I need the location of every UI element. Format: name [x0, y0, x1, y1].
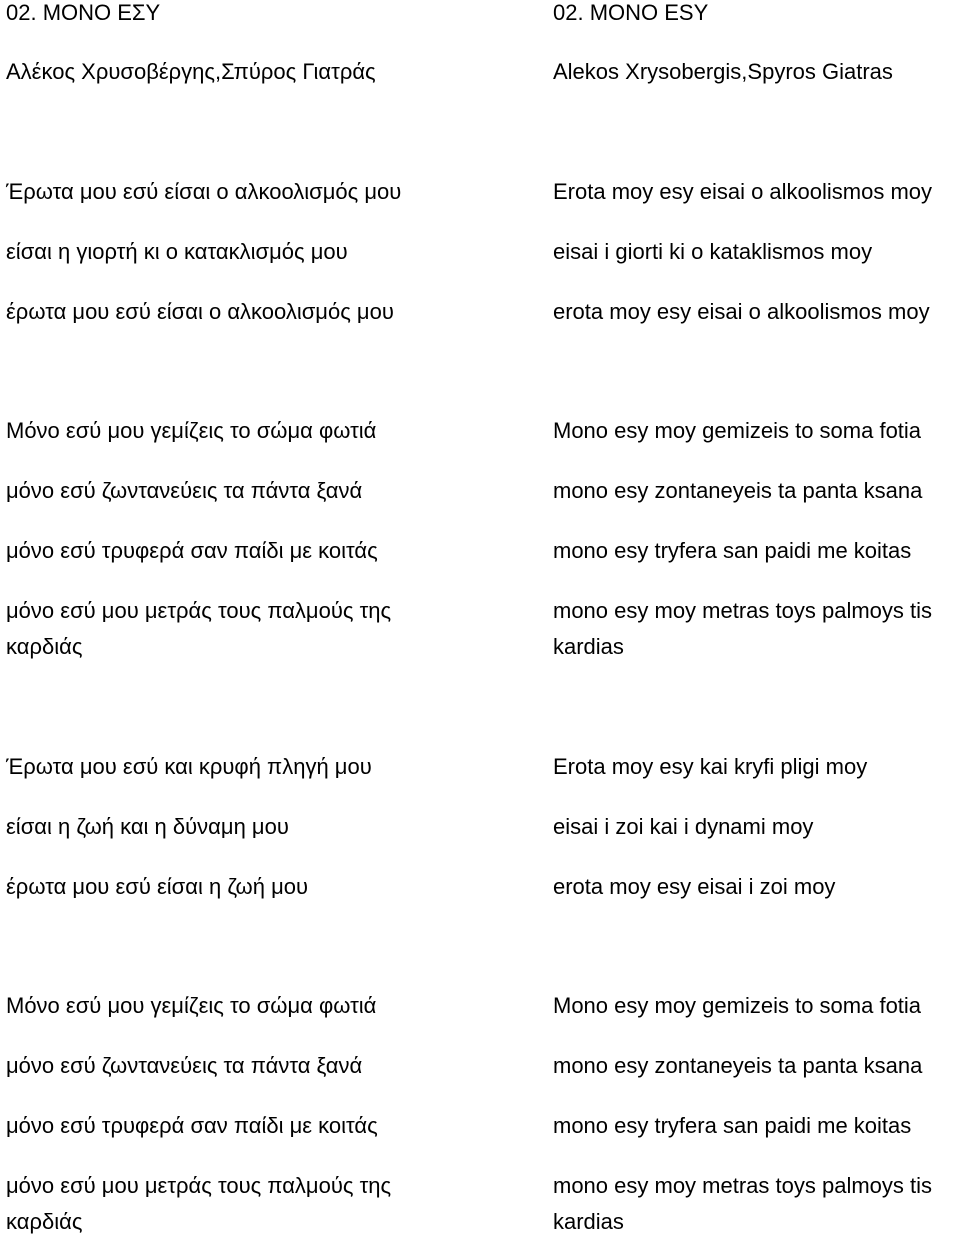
verse1-line-2-latin: eisai i giorti ki o kataklismos moy	[553, 239, 873, 264]
verse1-line-1-greek: Έρωτα μου εσύ είσαι ο αλκοολισμός μου	[6, 179, 402, 204]
chorus1-line-2-latin: mono esy zontaneyeis ta panta ksana	[553, 478, 923, 503]
chorus2-line-2-greek: μόνο εσύ ζωντανεύεις τα πάντα ξανά	[6, 1053, 363, 1078]
chorus1-line-4-latin: mono esy moy metras toys palmoys tis kardias	[553, 598, 933, 659]
chorus2-line-3-latin: mono esy tryfera san paidi me koitas	[553, 1113, 912, 1138]
chorus1-line-2-greek: μόνο εσύ ζωντανεύεις τα πάντα ξανά	[6, 478, 363, 503]
verse1-line-2-greek: είσαι η γιορτή κι ο κατακλισμός μου	[6, 239, 348, 264]
chorus1-line-3-greek: μόνο εσύ τρυφερά σαν παίδι με κοιτάς	[6, 538, 378, 563]
chorus2-line-4-latin: mono esy moy metras toys palmoys tis kardias	[553, 1173, 933, 1234]
chorus2-line-1-latin: Mono esy moy gemizeis to soma fotia	[553, 993, 922, 1018]
chorus1-line-1-greek: Μόνο εσύ μου γεμίζεις το σώμα φωτιά	[6, 418, 377, 443]
verse2-line-3-latin: erota moy esy eisai i zoi moy	[553, 874, 836, 899]
verse1-line-3-greek: έρωτα μου εσύ είσαι ο αλκοολισμός μου	[6, 299, 394, 324]
chorus2-line-1-greek: Μόνο εσύ μου γεμίζεις το σώμα φωτιά	[6, 993, 377, 1018]
verse2-line-2-latin: eisai i zoi kai i dynami moy	[553, 814, 814, 839]
verse1-line-3-latin: erota moy esy eisai o alkoolismos moy	[553, 299, 930, 324]
verse2-line-1-greek: Έρωτα μου εσύ και κρυφή πληγή μου	[6, 754, 372, 779]
verse2-line-1-latin: Erota moy esy kai kryfi pligi moy	[553, 754, 868, 779]
verse2-line-3-greek: έρωτα μου εσύ είσαι η ζωή μου	[6, 874, 309, 899]
chorus1-line-4-greek: μόνο εσύ μου μετράς τους παλμούς της καρδιάς	[6, 598, 392, 659]
song-artists-greek: Αλέκος Χρυσοβέργης,Σπύρος Γιατράς	[6, 59, 376, 84]
chorus1-line-3-latin: mono esy tryfera san paidi me koitas	[553, 538, 912, 563]
chorus2-line-2-latin: mono esy zontaneyeis ta panta ksana	[553, 1053, 923, 1078]
verse2-line-2-greek: είσαι η ζωή και η δύναμη μου	[6, 814, 289, 839]
chorus2-line-4-greek: μόνο εσύ μου μετράς τους παλμούς της καρδιάς	[6, 1173, 392, 1234]
chorus1-line-1-latin: Mono esy moy gemizeis to soma fotia	[553, 418, 922, 443]
chorus2-line-3-greek: μόνο εσύ τρυφερά σαν παίδι με κοιτάς	[6, 1113, 378, 1138]
verse1-line-1-latin: Erota moy esy eisai o alkoolismos moy	[553, 179, 933, 204]
song-artists-latin: Alekos Xrysobergis,Spyros Giatras	[553, 59, 893, 84]
song-title-greek: 02. ΜΟΝΟ ΕΣΥ	[6, 0, 161, 25]
song-title-latin: 02. MONO ESY	[553, 0, 709, 25]
